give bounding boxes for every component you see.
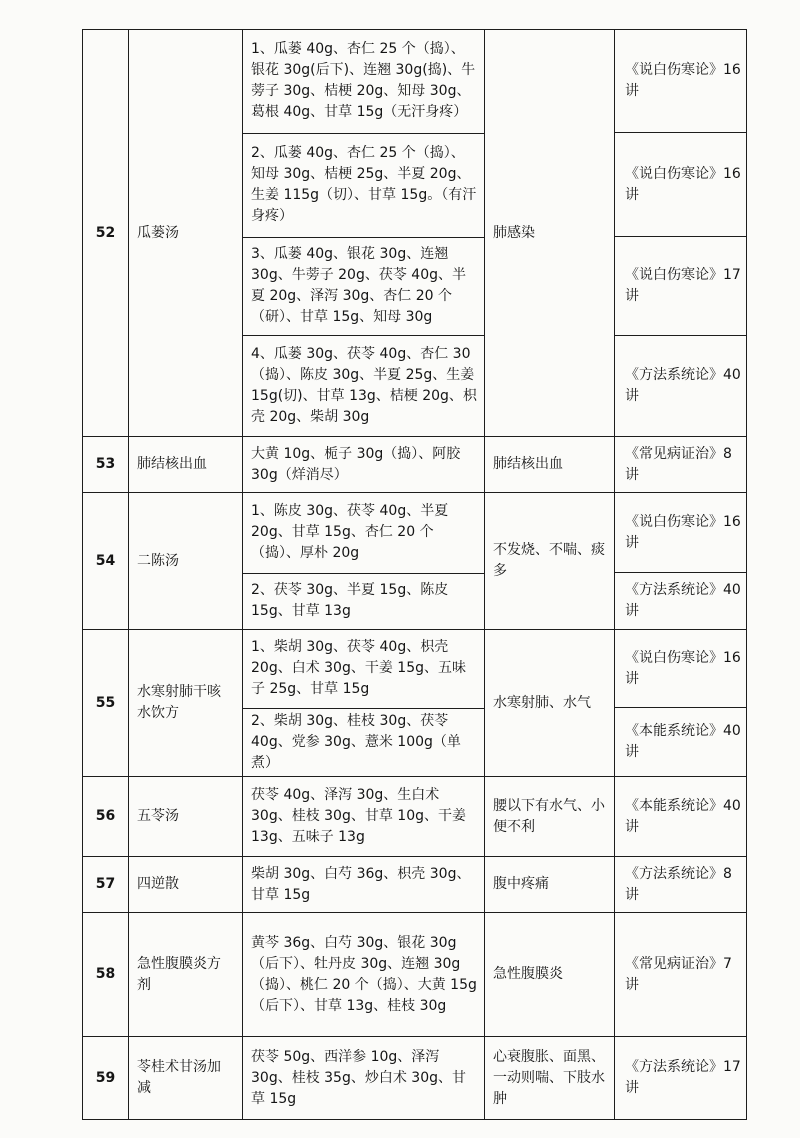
indication: 水寒射肺、水气 [485,630,615,777]
recipe-text: 1、陈皮 30g、茯苓 40g、半夏 20g、甘草 15g、杏仁 20 个（捣）、厚朴 20g [251,503,449,562]
recipe-cell [243,1037,485,1120]
source-text: 《方法系统论》40 讲 [625,366,741,404]
recipe-text: 大黄 10g、栀子 30g（捣）、阿胶 30g（烊消尽） [251,445,461,483]
source-text: 《方法系统论》8 讲 [625,865,732,903]
source-text: 《常见病证治》7 讲 [625,955,732,993]
table-row [83,630,747,777]
source-cell [615,777,747,857]
recipe-text: 3、瓜蒌 40g、银花 30g、连翘 30g、牛蒡子 20g、茯苓 40g、半夏 20g、泽泻 30g、杏仁 20 个（研）、甘草 15g、知母 30g [243,237,484,335]
row-number: 56 [83,777,129,857]
recipe-cell [243,493,485,630]
table-row [83,857,747,913]
row-number: 52 [83,30,129,437]
table-row [83,1037,747,1120]
indication: 急性腹膜炎 [485,913,615,1037]
indication: 腰以下有水气、小便不利 [485,777,615,857]
formula-name: 急性腹膜炎方剂 [129,913,243,1037]
recipe-cell [243,437,485,493]
source-cell [615,857,747,913]
row-number: 57 [83,857,129,913]
table-row [83,437,747,493]
source-text: 《本能系统论》40 讲 [625,797,741,835]
source-cell [615,630,747,777]
source-text: 《说白伤寒论》16 讲 [625,62,741,100]
source-text: 《说白伤寒论》16 讲 [625,649,741,687]
recipe-text: 茯苓 40g、泽泻 30g、生白术 30g、桂枝 30g、甘草 10g、干姜 13g、五味子 13g [251,787,467,845]
indication: 腹中疼痛 [485,857,615,913]
recipe-cell [243,913,485,1037]
recipe-text: 1、柴胡 30g、茯苓 40g、枳壳 20g、白术 30g、干姜 15g、五味子 25g、甘草 15g [251,639,467,698]
source-cell [615,30,747,437]
recipe-text: 4、瓜蒌 30g、茯苓 40g、杏仁 30（捣）、陈皮 30g、半夏 25g、生姜 15g(切)、甘草 13g、桔梗 20g、枳壳 20g、柴胡 30g [243,335,484,436]
source-cell [615,493,747,630]
recipe-cell [243,777,485,857]
source-cell [615,913,747,1037]
row-number: 55 [83,630,129,777]
table-row [83,30,747,437]
indication: 肺结核出血 [485,437,615,493]
source-text: 《说白伤寒论》16 讲 [625,513,741,551]
recipe-text: 1、瓜蒌 40g、杏仁 25 个（捣）、银花 30g(后下)、连翘 30g(捣)、牛蒡子 30g、桔梗 20g、知母 30g、葛根 40g、甘草 15g（无汗身疼） [251,41,476,121]
table-row [83,777,747,857]
formula-name: 五苓汤 [129,777,243,857]
prescription-table [82,29,747,1120]
row-number: 54 [83,493,129,630]
source-cell [615,437,747,493]
row-number: 59 [83,1037,129,1120]
formula-name: 二陈汤 [129,493,243,630]
recipe-cell [243,30,485,437]
recipe-text: 2、茯苓 30g、半夏 15g、陈皮 15g、甘草 13g [243,573,484,629]
source-text: 《说白伤寒论》16 讲 [625,165,741,203]
source-text: 《常见病证治》8 讲 [625,445,732,483]
table-row [83,913,747,1037]
source-cell [615,1037,747,1120]
row-number: 58 [83,913,129,1037]
recipe-text: 茯苓 50g、西洋参 10g、泽泻 30g、桂枝 35g、炒白术 30g、甘草 15g [251,1048,467,1107]
source-text: 《方法系统论》17 讲 [625,1059,741,1096]
source-text: 《方法系统论》40 讲 [625,582,741,620]
recipe-cell [243,630,485,777]
indication: 心衰腹胀、面黑、一动则喘、下肢水肿 [485,1037,615,1120]
formula-name: 瓜蒌汤 [129,30,243,437]
recipe-cell [243,857,485,913]
table-row [83,493,747,630]
recipe-text: 2、柴胡 30g、桂枝 30g、茯苓 40g、党参 30g、薏米 100g（单煮） [243,708,484,776]
indication: 肺感染 [485,30,615,437]
formula-name: 苓桂术甘汤加减 [129,1037,243,1120]
recipe-text: 黄芩 36g、白芍 30g、银花 30g（后下）、牡丹皮 30g、连翘 30g（捣）、桃仁 20 个（捣）、大黄 15g（后下）、甘草 13g、桂枝 30g [251,934,477,1014]
indication: 不发烧、不喘、痰多 [485,493,615,630]
recipe-text: 柴胡 30g、白芍 36g、枳壳 30g、甘草 15g [251,865,471,903]
formula-name: 水寒射肺干咳水饮方 [129,630,243,777]
source-text: 《说白伤寒论》17 讲 [625,267,741,305]
recipe-text: 2、瓜蒌 40g、杏仁 25 个（捣）、知母 30g、桔梗 25g、半夏 20g、生姜 115g（切）、甘草 15g。（有汗身疼） [243,133,484,237]
row-number: 53 [83,437,129,493]
source-text: 《本能系统论》40 讲 [625,723,741,761]
formula-name: 四逆散 [129,857,243,913]
formula-name: 肺结核出血 [129,437,243,493]
